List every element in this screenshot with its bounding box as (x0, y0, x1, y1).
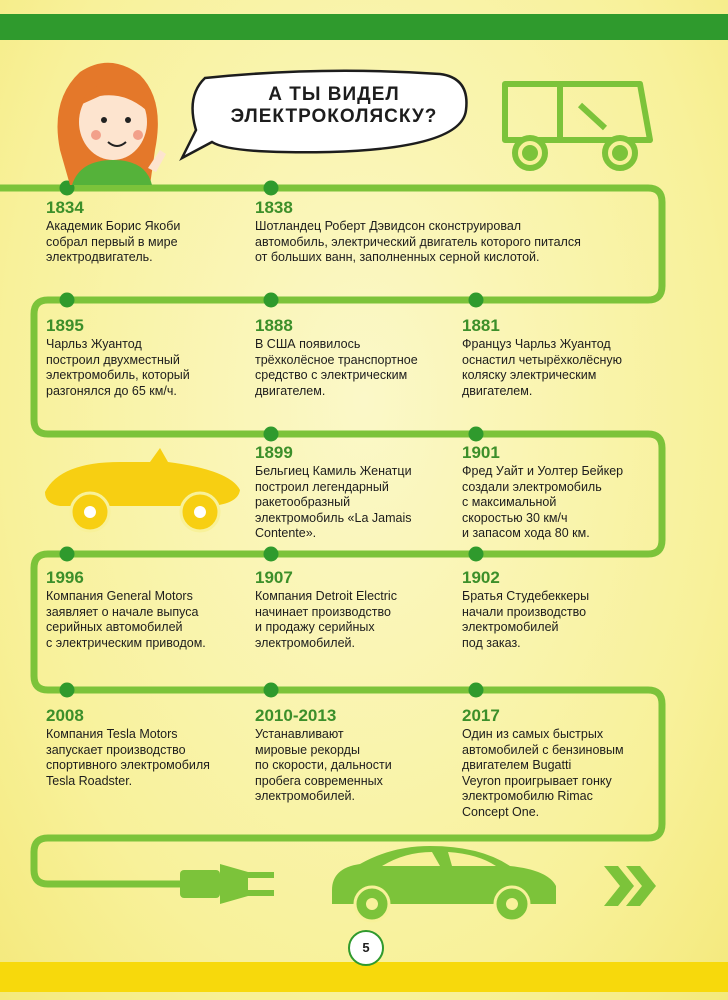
timeline-dot (264, 683, 279, 698)
entry-year: 1907 (255, 568, 293, 587)
timeline-entry-1838 (255, 198, 675, 266)
entry-text: Компания Tesla Motors запускает производство спортивного электромобиля Tesla Roadster. (46, 727, 210, 788)
page-number: 5 (348, 930, 384, 966)
timeline-entry-1902 (462, 568, 672, 651)
timeline-dot (469, 683, 484, 698)
timeline-entry-1899 (255, 443, 460, 542)
entry-text: Шотландец Роберт Дэвидсон сконструировал автомобиль, электрический двигатель которого питался от больших ванн, заполненных серной кислотой. (255, 219, 581, 264)
timeline-entry-1834 (46, 198, 256, 266)
entry-year: 1881 (462, 316, 500, 335)
timeline-entry-1888 (255, 316, 460, 399)
timeline-entry-1895 (46, 316, 251, 399)
timeline-dot (469, 547, 484, 562)
timeline-entry-1907 (255, 568, 460, 651)
entry-year: 1888 (255, 316, 293, 335)
timeline-dot (60, 683, 75, 698)
timeline-dot (264, 293, 279, 308)
timeline-entry-2010-2013 (255, 706, 460, 805)
timeline-entry-1881 (462, 316, 672, 399)
modern-car-icon (332, 846, 556, 921)
timeline-entry-2008 (46, 706, 251, 789)
entry-text: Бельгиец Камиль Женатци построил легендарный ракетообразный электромобиль «La Jamais Contente». (255, 464, 412, 540)
entry-text: Один из самых быстрых автомобилей с бензиновым двигателем Bugatti Veyron проигрывает гонку электромобилю Rimac Concept One. (462, 727, 624, 819)
yellow-race-car-icon (45, 448, 240, 531)
electric-carriage-icon (505, 84, 650, 168)
timeline-dot (469, 293, 484, 308)
entry-year: 1901 (462, 443, 500, 462)
timeline-dot (264, 547, 279, 562)
entry-year: 1838 (255, 198, 293, 217)
timeline-dot (264, 181, 279, 196)
entry-year: 2017 (462, 706, 500, 725)
entry-year: 1895 (46, 316, 84, 335)
entry-text: Компания General Motors заявляет о начале выпуса серийных автомобилей с электрическим приводом. (46, 589, 206, 650)
timeline-dot (60, 293, 75, 308)
speech-bubble-text (214, 84, 454, 128)
entry-year: 1834 (46, 198, 84, 217)
timeline-entry-2017 (462, 706, 672, 820)
entry-year: 2008 (46, 706, 84, 725)
entry-text: Француз Чарльз Жуантод оснастил четырёхколёсную коляску электрическим двигателем. (462, 337, 623, 398)
entry-text: Компания Detroit Electric начинает производство и продажу серийных электромобилей. (255, 589, 397, 650)
speech-line-2: ЭЛЕКТРОКОЛЯСКУ? (230, 106, 438, 127)
double-chevron-icon (604, 866, 656, 906)
girl-icon (58, 63, 167, 185)
entry-text: Устанавливают мировые рекорды по скорости, дальности пробега современных электромобилей. (255, 727, 392, 803)
timeline-dot (469, 427, 484, 442)
entry-text: Братья Студебеккеры начали производство электромобилей под заказ. (462, 589, 590, 650)
timeline-entry-1901 (462, 443, 672, 542)
speech-line-1: А ТЫ ВИДЕЛ (268, 84, 400, 105)
plug-icon (180, 864, 274, 904)
entry-text: Академик Борис Якоби собрал первый в мире электродвигатель. (46, 219, 181, 264)
entry-text: В США появилось трёхколёсное транспортное средство с электрическим двигателем. (255, 337, 418, 398)
timeline-dot (264, 427, 279, 442)
timeline-dot (60, 547, 75, 562)
entry-year: 1899 (255, 443, 293, 462)
entry-text: Чарльз Жуантод построил двухместный электромобиль, который разгонялся до 65 км/ч. (46, 337, 190, 398)
timeline-entry-1996 (46, 568, 251, 651)
entry-text: Фред Уайт и Уолтер Бейкер создали электромобиль с максимальной скоростью 30 км/ч и запасом хода 80 км. (462, 464, 624, 540)
entry-year: 1902 (462, 568, 500, 587)
entry-year: 1996 (46, 568, 84, 587)
entry-year: 2010-2013 (255, 706, 337, 725)
